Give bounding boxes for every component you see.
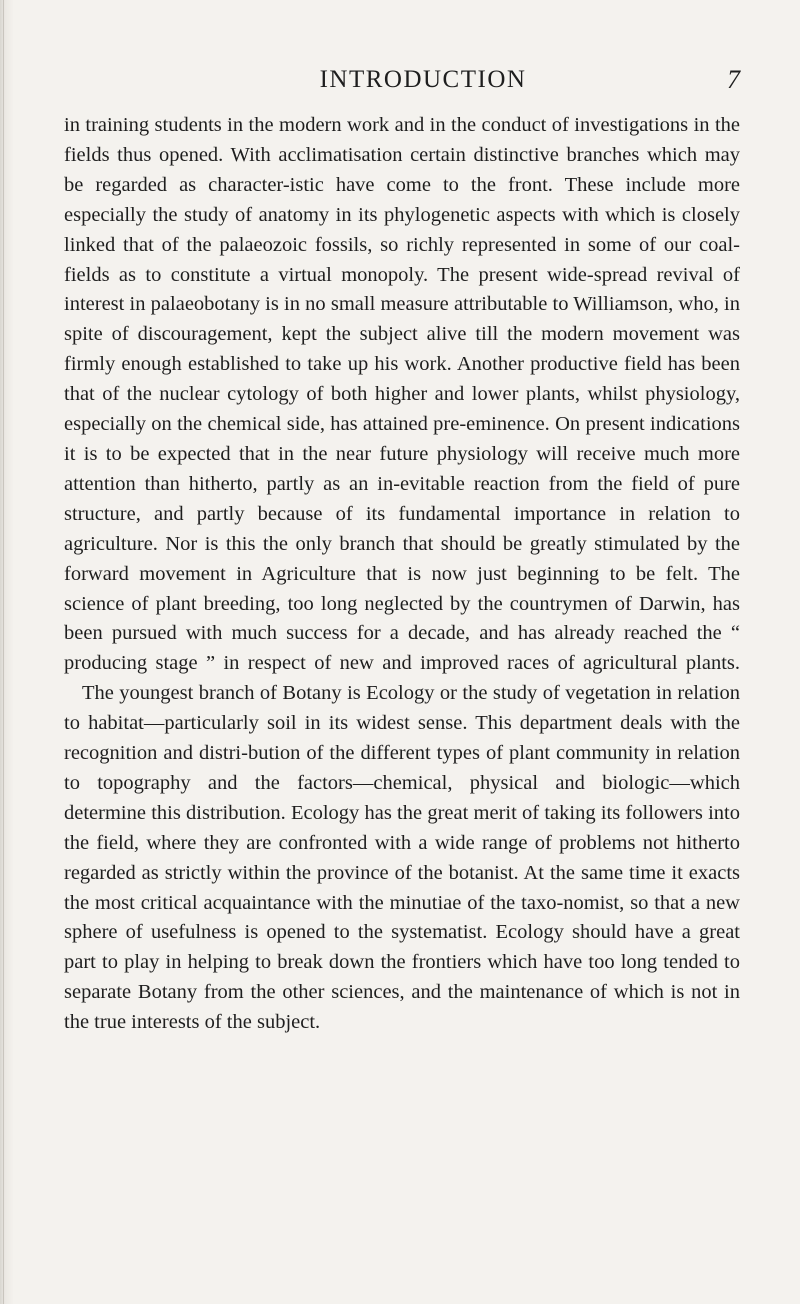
body-text <box>64 111 740 1038</box>
paragraph-2: The youngest branch of Botany is Ecology or the study of vegetation in relation to habitat—particularly soil in its widest sense. This department deals with the recognition and distri-bution of the different types of plant community in relation to topography and the factors—chemical, physical and biologic—which determine this distribution. Ecology has the great merit of taking its followers into the field, where they are confronted with a wide range of problems not hitherto regarded as strictly within the province of the botanist. At the same time it exacts the most critical acquaintance with the minutiae of the taxo-nomist, so that a new sphere of usefulness is opened to the systematist. Ecology should have a great part to play in helping to break down the frontiers which have too long tended to separate Botany from the other sciences, and the maintenance of which is not in the true interests of the subject. <box>64 682 740 1034</box>
page-binding-line <box>3 0 4 1304</box>
page-number: 7 <box>727 65 740 94</box>
running-head: INTRODUCTION <box>319 66 527 93</box>
paragraph-1: in training students in the modern work and in the conduct of investigations in the fields thus opened. With acclimatisation certain distinctive branches which may be regarded as character-istic have come to the front. These include more especially the study of anatomy in its phylogenetic aspects with which is closely linked that of the palaeozoic fossils, so richly represented in some of our coal-fields as to constitute a virtual monopoly. The present wide-spread revival of interest in palaeobotany is in no small measure attributable to Williamson, who, in spite of discouragement, kept the subject alive till the modern movement was firmly enough established to take up his work. Another productive field has been that of the nuclear cytology of both higher and lower plants, whilst physiology, especially on the chemical side, has attained pre-eminence. On present indications it is to be expected that in the near future physiology will receive much more attention than hitherto, partly as an in-evitable reaction from the field of pure structure, and partly because of its fundamental importance in relation to agriculture. Nor is this the only branch that should be greatly stimulated by the forward movement in Agriculture that is now just beginning to be felt. The science of plant breeding, too long neglected by the countrymen of Darwin, has been pursued with much success for a decade, and has already reached the “ producing stage ” in respect of new and improved races of agricultural plants. <box>64 114 740 675</box>
page-header <box>64 62 740 98</box>
